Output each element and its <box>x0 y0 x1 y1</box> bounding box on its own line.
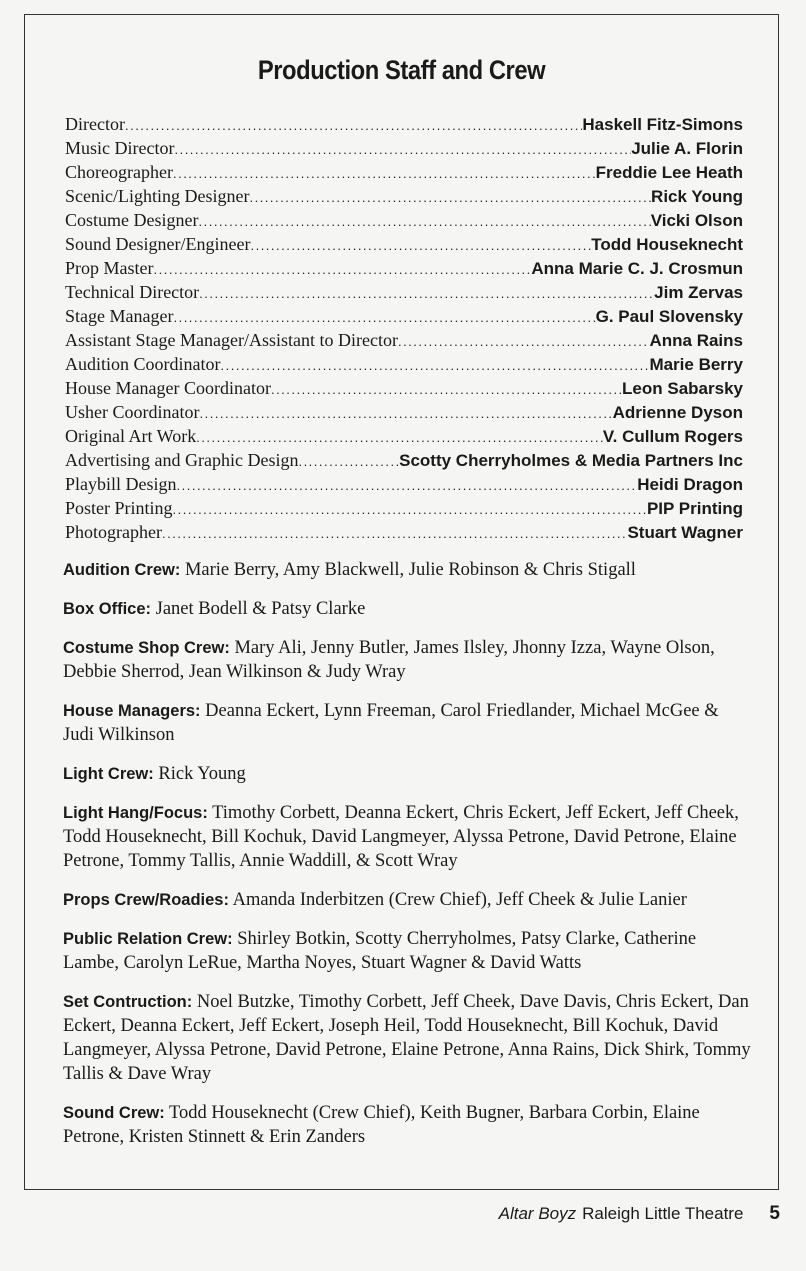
crew-label: Audition Crew: <box>63 561 181 579</box>
footer-theatre-name: Raleigh Little Theatre <box>582 1204 744 1223</box>
staff-role: House Manager Coordinator <box>65 378 271 398</box>
staff-role: Technical Director <box>65 282 200 302</box>
crew-label: Light Hang/Focus: <box>63 804 208 822</box>
staff-name: G. Paul Slovensky <box>595 307 743 326</box>
dot-leader <box>398 330 650 354</box>
crew-members: Deanna Eckert, Lynn Freeman, Carol Friedlander, Michael McGee & Judi Wilkinson <box>63 701 719 745</box>
crew-label: Box Office: <box>63 600 152 618</box>
staff-row <box>65 400 743 424</box>
staff-name: Heidi Dragon <box>637 475 743 494</box>
crew-label: Public Relation Crew: <box>63 930 233 948</box>
crew-entry <box>63 597 753 621</box>
staff-name: Stuart Wagner <box>627 523 743 542</box>
staff-role: Choreographer <box>65 162 173 182</box>
staff-role: Advertising and Graphic Design <box>65 450 299 470</box>
crew-label: House Managers: <box>63 702 201 720</box>
dot-leader <box>177 474 638 498</box>
staff-list <box>65 112 743 544</box>
crew-members: Todd Houseknecht (Crew Chief), Keith Bugner, Barbara Corbin, Elaine Petrone, Kristen Stinnett & Erin Zanders <box>63 1103 700 1147</box>
staff-row <box>65 232 743 256</box>
crew-entry <box>63 558 753 582</box>
dot-leader <box>298 450 399 474</box>
staff-row <box>65 376 743 400</box>
staff-row <box>65 520 743 544</box>
staff-row <box>65 472 743 496</box>
staff-row <box>65 448 743 472</box>
page-title: Production Staff and Crew <box>257 55 546 85</box>
crew-entry <box>63 801 753 873</box>
crew-entry <box>63 990 753 1086</box>
crew-members: Janet Bodell & Patsy Clarke <box>155 599 366 619</box>
dot-leader <box>174 138 631 162</box>
crew-entry <box>63 762 753 786</box>
staff-role: Playbill Design <box>65 474 177 494</box>
crew-label: Light Crew: <box>63 765 154 783</box>
dot-leader <box>162 522 627 546</box>
dot-leader <box>199 282 654 306</box>
staff-role: Photographer <box>65 522 162 542</box>
staff-row <box>65 256 743 280</box>
dot-leader <box>173 498 647 522</box>
dot-leader <box>271 378 622 402</box>
staff-role: Poster Printing <box>65 498 173 518</box>
staff-name: Marie Berry <box>649 355 743 374</box>
staff-role: Director <box>65 114 125 134</box>
staff-name: Leon Sabarsky <box>622 379 743 398</box>
staff-role: Scenic/Lighting Designer <box>65 186 250 206</box>
crew-entry <box>63 699 753 747</box>
crew-label: Costume Shop Crew: <box>63 639 230 657</box>
crew-entry <box>63 927 753 975</box>
crew-members: Mary Ali, Jenny Butler, James Ilsley, Jhonny Izza, Wayne Olson, Debbie Sherrod, Jean Wilkinson & Judy Wray <box>63 638 715 682</box>
dot-leader <box>173 162 596 186</box>
staff-role: Assistant Stage Manager/Assistant to Director <box>65 330 398 350</box>
crew-members: Amanda Inderbitzen (Crew Chief), Jeff Cheek & Julie Lanier <box>232 890 687 910</box>
staff-role: Music Director <box>65 138 175 158</box>
crew-entry <box>63 1101 753 1149</box>
crew-label: Props Crew/Roadies: <box>63 891 229 909</box>
staff-role: Stage Manager <box>65 306 174 326</box>
crew-members: Timothy Corbett, Deanna Eckert, Chris Eckert, Jeff Eckert, Jeff Cheek, Todd Houseknecht, Bill Kochuk, David Langmeyer, Alyssa Petrone, David Petrone, Elaine Petrone, Tommy Tallis, Annie Waddill, & Scott Wray <box>63 803 739 871</box>
crew-entry <box>63 888 753 912</box>
staff-row <box>65 496 743 520</box>
dot-leader <box>196 426 603 450</box>
staff-role: Sound Designer/Engineer <box>65 234 251 254</box>
crew-entry <box>63 636 753 684</box>
staff-name: Adrienne Dyson <box>612 403 743 422</box>
staff-row <box>65 112 743 136</box>
dot-leader <box>250 234 591 258</box>
crew-members: Shirley Botkin, Scotty Cherryholmes, Patsy Clarke, Catherine Lambe, Carolyn LeRue, Martha Noyes, Stuart Wagner & David Watts <box>63 929 697 973</box>
staff-row <box>65 208 743 232</box>
staff-name: Rick Young <box>651 187 743 206</box>
staff-row <box>65 280 743 304</box>
staff-name: V. Cullum Rogers <box>602 427 743 446</box>
dot-leader <box>154 258 532 282</box>
staff-row <box>65 136 743 160</box>
staff-name: Anna Rains <box>649 331 743 350</box>
staff-role: Prop Master <box>65 258 154 278</box>
staff-name: Vicki Olson <box>650 211 743 230</box>
crew-members: Noel Butzke, Timothy Corbett, Jeff Cheek, Dave Davis, Chris Eckert, Dan Eckert, Deanna Eckert, Jeff Eckert, Joseph Heil, Todd Houseknecht, Bill Kochuk, David Langmeyer, Alyssa Petrone, David Petrone, Elaine Petrone, Anna Rains, Dick Shirk, Tommy Tallis & Dave Wray <box>63 992 751 1084</box>
dot-leader <box>221 354 650 378</box>
crew-label: Sound Crew: <box>63 1104 165 1122</box>
crew-label: Set Contruction: <box>63 993 193 1011</box>
staff-row <box>65 328 743 352</box>
staff-name: Todd Houseknecht <box>591 235 743 254</box>
staff-name: Jim Zervas <box>654 283 743 302</box>
dot-leader <box>198 210 650 234</box>
staff-role: Costume Designer <box>65 210 199 230</box>
page-footer <box>499 1203 780 1225</box>
footer-show-title: Altar Boyz <box>498 1204 577 1223</box>
dot-leader <box>249 186 651 210</box>
staff-row <box>65 424 743 448</box>
crew-list <box>63 558 753 1164</box>
staff-row <box>65 160 743 184</box>
crew-members: Marie Berry, Amy Blackwell, Julie Robinson & Chris Stigall <box>184 560 636 580</box>
page-number: 5 <box>769 1203 780 1224</box>
staff-role: Original Art Work <box>65 426 197 446</box>
staff-name: Haskell Fitz-Simons <box>582 115 743 134</box>
staff-name: Julie A. Florin <box>631 139 743 158</box>
staff-role: Usher Coordinator <box>65 402 200 422</box>
staff-name: Freddie Lee Heath <box>595 163 743 182</box>
dot-leader <box>199 402 612 426</box>
dot-leader <box>173 306 595 330</box>
staff-role: Audition Coordinator <box>65 354 221 374</box>
dot-leader <box>125 114 582 138</box>
staff-row <box>65 184 743 208</box>
page-border <box>24 14 779 1190</box>
staff-row <box>65 352 743 376</box>
staff-name: Anna Marie C. J. Crosmun <box>531 259 743 278</box>
crew-members: Rick Young <box>158 764 246 784</box>
staff-name: Scotty Cherryholmes & Media Partners Inc <box>399 451 743 470</box>
staff-name: PIP Printing <box>646 499 743 518</box>
staff-row <box>65 304 743 328</box>
